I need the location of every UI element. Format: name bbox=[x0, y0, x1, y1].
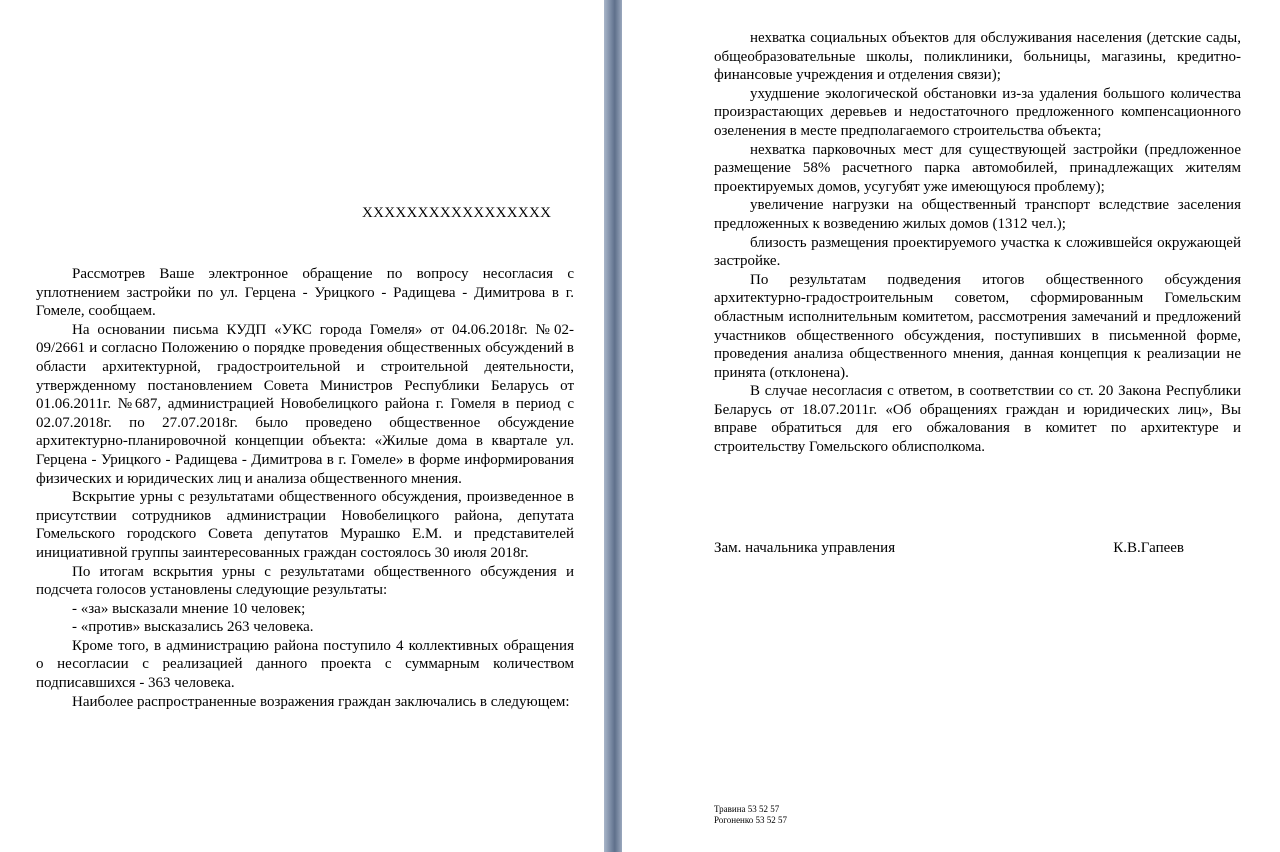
executor-1: Травина 53 52 57 bbox=[714, 804, 780, 814]
objection-proximity: близость размещения проектируемого участка к сложившейся окружающей застройке. bbox=[714, 234, 1241, 270]
paragraph-intro: Рассмотрев Ваше электронное обращение по вопросу несогласия с уплотнением застройки по ул. Герцена - Урицкого - Радищева - Димитрова в г. Гомеле, сообщаем. bbox=[36, 266, 574, 320]
paragraph-decision: По результатам подведения итогов общественного обсуждения архитектурно-градостроительным советом, сформированным Гомельским областным исполнительным комитетом, рассмотрения замечаний и предложений участников общественного обсуждения, поступивших в письменной форме, проведения анализа общественного мнения, данная концепция к реализации не принята (отклонена). bbox=[714, 271, 1241, 381]
page-divider bbox=[604, 0, 622, 852]
objection-social-objects: нехватка социальных объектов для обслуживания населения (детские сады, общеобразовательные школы, поликлиники, больницы, магазины, кредитно-финансовые учреждения и отделения связи); bbox=[714, 30, 1241, 84]
addressee: ХХХХХХХХХХХХХХХХХ bbox=[362, 205, 552, 221]
paragraph-collective-appeals: Кроме того, в администрацию района поступило 4 коллективных обращения о несогласии с реализацией данного проекта с суммарным количеством подписавшихся - 363 человека. bbox=[36, 637, 574, 692]
signer-name: К.В.Гапеев bbox=[1113, 540, 1184, 556]
paragraph-results-intro: По итогам вскрытия урны с результатами общественного обсуждения и подсчета голосов установлены следующие результаты: bbox=[36, 563, 574, 599]
objection-transport: увеличение нагрузки на общественный транспорт вследствие заселения предложенных к возведению жилых домов (1312 чел.); bbox=[714, 197, 1241, 232]
objection-parking: нехватка парковочных мест для существующей застройки (предложенное размещение 58% расчетного парка автомобилей, принадлежащих жителям проектируемых домов, усугубят уже имеющуюся проблему); bbox=[714, 141, 1241, 195]
paragraph-objections-intro: Наиболее распространенные возражения граждан заключались в следующем: bbox=[72, 693, 570, 710]
document-page-left bbox=[0, 0, 604, 852]
signature-block bbox=[714, 540, 1184, 557]
result-for: - «за» высказали мнение 10 человек; bbox=[72, 600, 306, 617]
paragraph-appeal-right: В случае несогласия с ответом, в соответствии со ст. 20 Закона Республики Беларусь от 18.07.2011г. «Об обращениях граждан и юридических лиц», Вы вправе обратиться для его обжалования в комитет по архитектуре и строительству Гомельского облисполкома. bbox=[714, 383, 1241, 456]
paragraph-basis: На основании письма КУДП «УКС города Гомеля» от 04.06.2018г. №02-09/2661 и согласно Положению о порядке проведения общественных обсуждений в области архитектурной, градостроительной и строительной деятельности, утвержденному постановлением Совета Министров Республики Беларусь от 01.06.2011г. №687, администрацией Новобелицкого района г. Гомеля в период с 02.07.2018г. по 27.07.2018г. было проведено общественное обсуждение архитектурно-планировочной концепции объекта: «Жилые дома в квартале ул. Герцена - Урицкого - Радищева - Димитрова в г. Гомеле» в форме информирования физических и юридических лиц и анализа общественного мнения. bbox=[36, 321, 574, 487]
executors-block bbox=[714, 804, 787, 826]
letter-body-left bbox=[36, 265, 574, 711]
executor-2: Рогоненко 53 52 57 bbox=[714, 815, 788, 825]
objection-ecology: ухудшение экологической обстановки из-за удаления большого количества произрастающих деревьев и недостаточного предложенного компенсационного озеленения в месте предполагаемого строительства объекта; bbox=[714, 85, 1241, 139]
paragraph-urn-opening: Вскрытие урны с результатами общественного обсуждения, произведенное в присутствии сотрудников администрации Новобелицкого района, депутата Гомельского городского Совета депутатов Мурашко Е.М. и представителей инициативной группы заинтересованных граждан состоялось 30 июля 2018г. bbox=[36, 489, 574, 561]
letter-body-right bbox=[714, 29, 1241, 457]
document-page-right bbox=[622, 0, 1280, 852]
result-against: - «против» высказались 263 человека. bbox=[72, 619, 314, 636]
signer-position: Зам. начальника управления bbox=[714, 540, 896, 556]
